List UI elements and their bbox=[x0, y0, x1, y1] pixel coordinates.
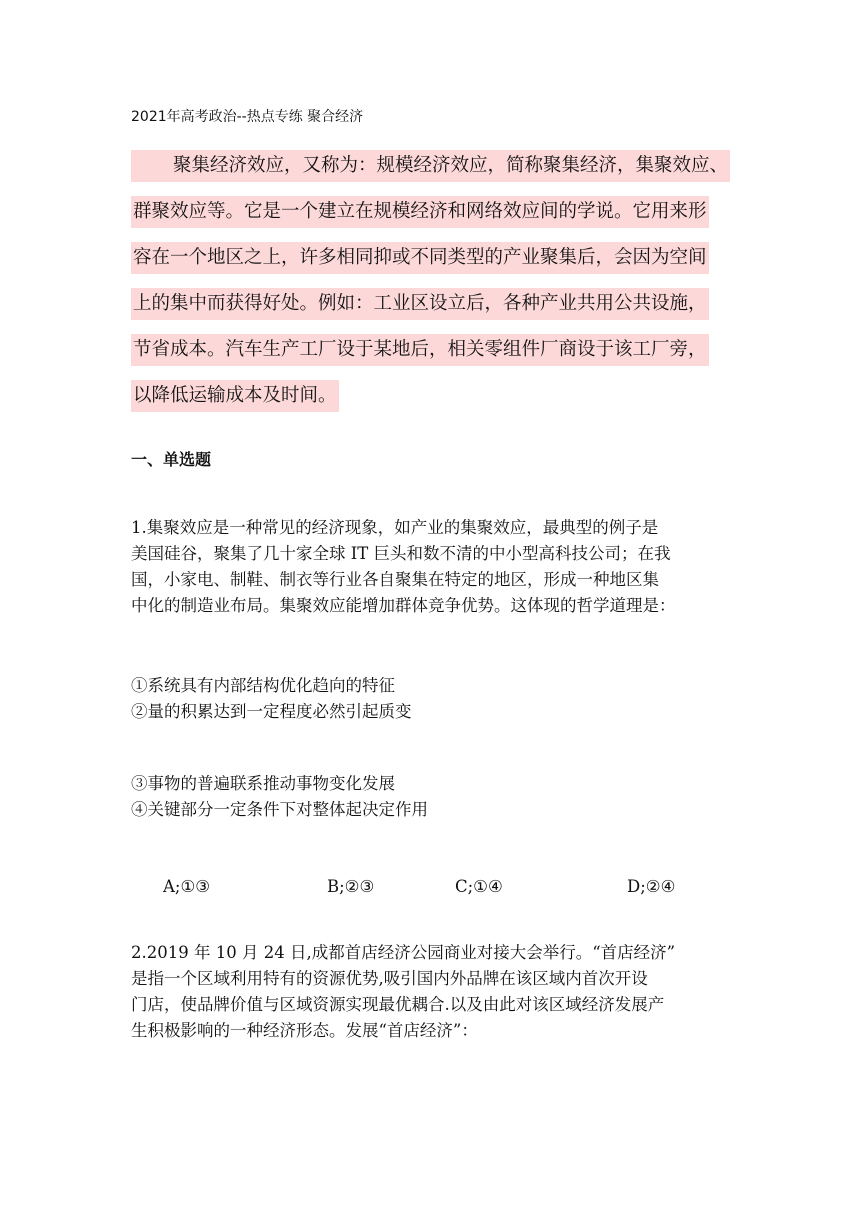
option-item: ②量的积累达到一定程度必然引起质变 bbox=[131, 702, 412, 721]
answer-choice-b: B;②③ bbox=[327, 877, 375, 896]
section-heading: 一、单选题 bbox=[131, 450, 212, 469]
question-line: 2.2019 年 10 月 24 日,成都首店经济公园商业对接大会举行。“首店经济” bbox=[131, 943, 676, 962]
intro-paragraph bbox=[131, 150, 731, 426]
question-line: 中化的制造业布局。集聚效应能增加群体竞争优势。这体现的哲学道理是： bbox=[131, 596, 676, 615]
question-1-options-group-2 bbox=[131, 771, 736, 823]
option-item: ①系统具有内部结构优化趋向的特征 bbox=[131, 676, 395, 695]
highlighted-text: 以降低运输成本及时间。 bbox=[131, 380, 339, 412]
question-line: 国，小家电、制鞋、制衣等行业各自聚集在特定的地区，形成一种地区集 bbox=[131, 570, 659, 589]
answer-choice-c: C;①④ bbox=[455, 877, 503, 896]
question-1-answer-choices bbox=[0, 874, 860, 900]
intro-line bbox=[131, 150, 731, 182]
highlighted-text: 群聚效应等。它是一个建立在规模经济和网络效应间的学说。它用来形 bbox=[131, 196, 709, 228]
intro-line bbox=[131, 334, 731, 366]
option-item: ③事物的普遍联系推动事物变化发展 bbox=[131, 774, 395, 793]
highlighted-text: 容在一个地区之上，许多相同抑或不同类型的产业聚集后，会因为空间 bbox=[131, 242, 709, 274]
question-line: 1.集聚效应是一种常见的经济现象，如产业的集聚效应，最典型的例子是 bbox=[131, 518, 659, 537]
question-line: 美国硅谷，聚集了几十家全球 IT 巨头和数不清的中小型高科技公司；在我 bbox=[131, 544, 671, 563]
question-2-stem bbox=[131, 940, 736, 1044]
question-1-options-group-1 bbox=[131, 673, 736, 725]
intro-line bbox=[131, 196, 731, 228]
question-line: 生积极影响的一种经济形态。发展“首店经济”： bbox=[131, 1021, 478, 1040]
intro-line bbox=[131, 242, 731, 274]
question-line: 门店，使品牌价值与区域资源实现最优耦合.以及由此对该区域经济发展产 bbox=[131, 995, 665, 1014]
answer-choice-a: A;①③ bbox=[163, 877, 211, 896]
answer-choice-d: D;②④ bbox=[627, 877, 676, 896]
question-1-stem bbox=[131, 515, 736, 619]
highlighted-text: 聚集经济效应，又称为：规模经济效应，简称聚集经济，集聚效应、 bbox=[131, 150, 730, 182]
intro-line bbox=[131, 380, 731, 412]
intro-line bbox=[131, 288, 731, 320]
highlighted-text: 上的集中而获得好处。例如：工业区设立后，各种产业共用公共设施， bbox=[131, 288, 709, 320]
document-title: 2021年高考政治--热点专练 聚合经济 bbox=[131, 109, 364, 125]
question-line: 是指一个区域利用特有的资源优势,吸引国内外品牌在该区域内首次开设 bbox=[131, 969, 648, 988]
option-item: ④关键部分一定条件下对整体起决定作用 bbox=[131, 800, 428, 819]
highlighted-text: 节省成本。汽车生产工厂设于某地后，相关零组件厂商设于该工厂旁， bbox=[131, 334, 709, 366]
